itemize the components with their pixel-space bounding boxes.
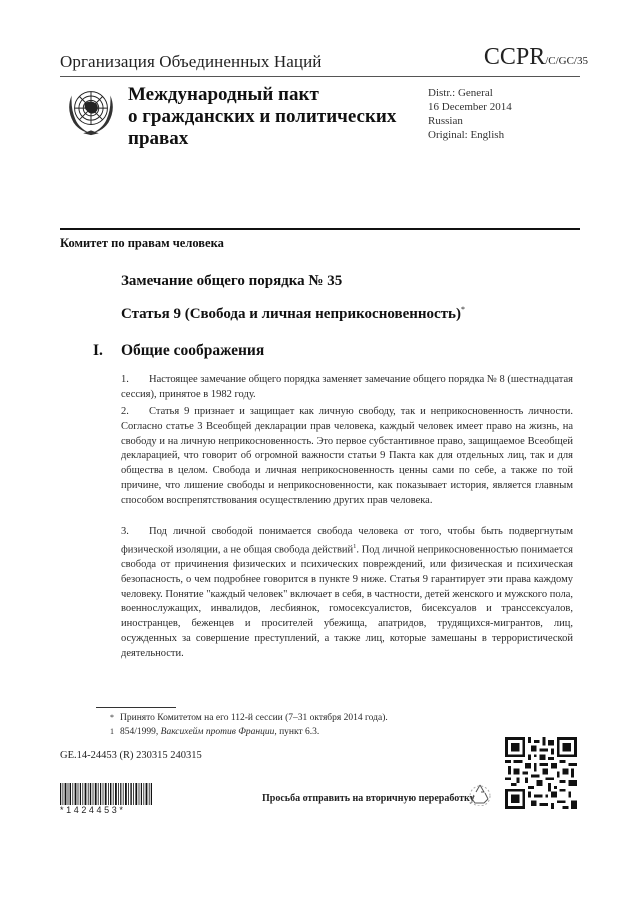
document-symbol-main: CCPR [483,44,546,70]
footnote-rule [96,707,176,708]
paragraph-number: 1. [121,374,129,385]
section-rule [60,228,580,230]
paragraph-1 [121,373,573,403]
paragraph-text: Под личной свободой понимается свобода человека от того, чтобы быть подвергнутым физической изоляции, а не общая свобода действий [121,526,573,556]
section-number: I. [93,342,103,359]
barcode-number: *1424453* [60,805,126,815]
paragraph-text: Статья 9 признает и защищает как личную свободу, так и неприкосновенность личности. Согласно статье 3 Всеобщей декларации прав человека, каждый человек имеет право на жизнь, на свободу и на личную неприкосновенность. Это первое субстантивное право, защищаемое Всеобщей декларацией, что говорит об огромной важности статьи 9 Пакта как для отдельных лиц, так и для общества в целом. Свобода и личная неприкосновенность ценны сами по себе, а также по той причине, что лишение свободы и неприкосновенности, как показывает история, является главным способом воспрепятствования осуществлению других прав человека. [121,406,573,506]
qr-code-icon [505,733,577,813]
recycle-notice: Просьба отправить на вторичную переработку [262,793,475,804]
footnote-ref[interactable]: 1 [353,542,357,550]
document-symbol [484,44,588,71]
paragraph-3 [121,525,573,662]
paragraph-text: Настоящее замечание общего порядка заменяет замечание общего порядка № 8 (шестнадцатая сессия), принятое в 1982 году. [121,374,573,400]
paragraph-text-continued: . Под личной неприкосновенностью понимается свобода от причинения физических и психических повреждений, или физическая и психическая безопасность, о чем подробнее говорится в пункте 9 ниже. Статья 9 гарантирует эти права каждому человеку. Понятие "каждый человек" включает в себя, в частности, детей женского и мужского пола, военнослужащих, инвалидов, лесбиянок, гомосексуалистов, бисексуалов и транссексуалов, иностранцев, беженцев и просителей убежища, апатридов, трудящихся-мигрантов, лиц, осужденных за совершение преступлений, а также лиц, которые замешаны в террористической деятельности. [121,544,573,659]
distribution-line: Distr.: General [428,87,493,99]
section-title: Общие соображения [121,342,265,359]
title-line: правах [128,128,189,149]
header-rule [60,76,580,77]
document-title [128,84,398,150]
footnote-mark: * [110,713,114,722]
barcode-icon [60,783,152,805]
date-line: 16 December 2014 [428,101,512,113]
footnote-text-end: , пункт 6.3. [274,727,320,737]
paragraph-number: 2. [121,406,129,417]
paragraph-2 [121,405,573,509]
un-emblem-icon [62,82,120,140]
recycle-icon [468,782,492,806]
article-title [121,305,465,323]
committee-name: Комитет по правам человека [60,236,224,250]
article-title-text: Статья 9 (Свобода и личная неприкосновенность) [121,306,461,322]
footnote-text: Принято Комитетом на его 112-й сессии (7–31 октября 2014 года). [120,713,388,723]
document-symbol-suffix: /C/GC/35 [545,55,588,67]
title-line: о гражданских и политических [128,106,397,127]
general-comment-title: Замечание общего порядка № 35 [121,273,343,289]
job-number: GE.14-24453 (R) 230315 240315 [60,750,202,761]
footnote-ref[interactable]: * [460,305,465,314]
paragraph-number: 3. [121,526,129,537]
footnote-star [100,713,388,723]
language-line: Russian [428,115,463,127]
footnote-mark: 1 [110,727,114,736]
organization-name: Организация Объединенных Наций [60,52,322,71]
case-name: Ваксихейм против Франции [160,727,275,737]
original-language-line: Original: English [428,129,505,141]
distribution-info [428,86,512,142]
title-line: Международный пакт [128,84,319,105]
footnote-1 [100,727,319,737]
footnote-text: 854/1999, [120,727,161,737]
